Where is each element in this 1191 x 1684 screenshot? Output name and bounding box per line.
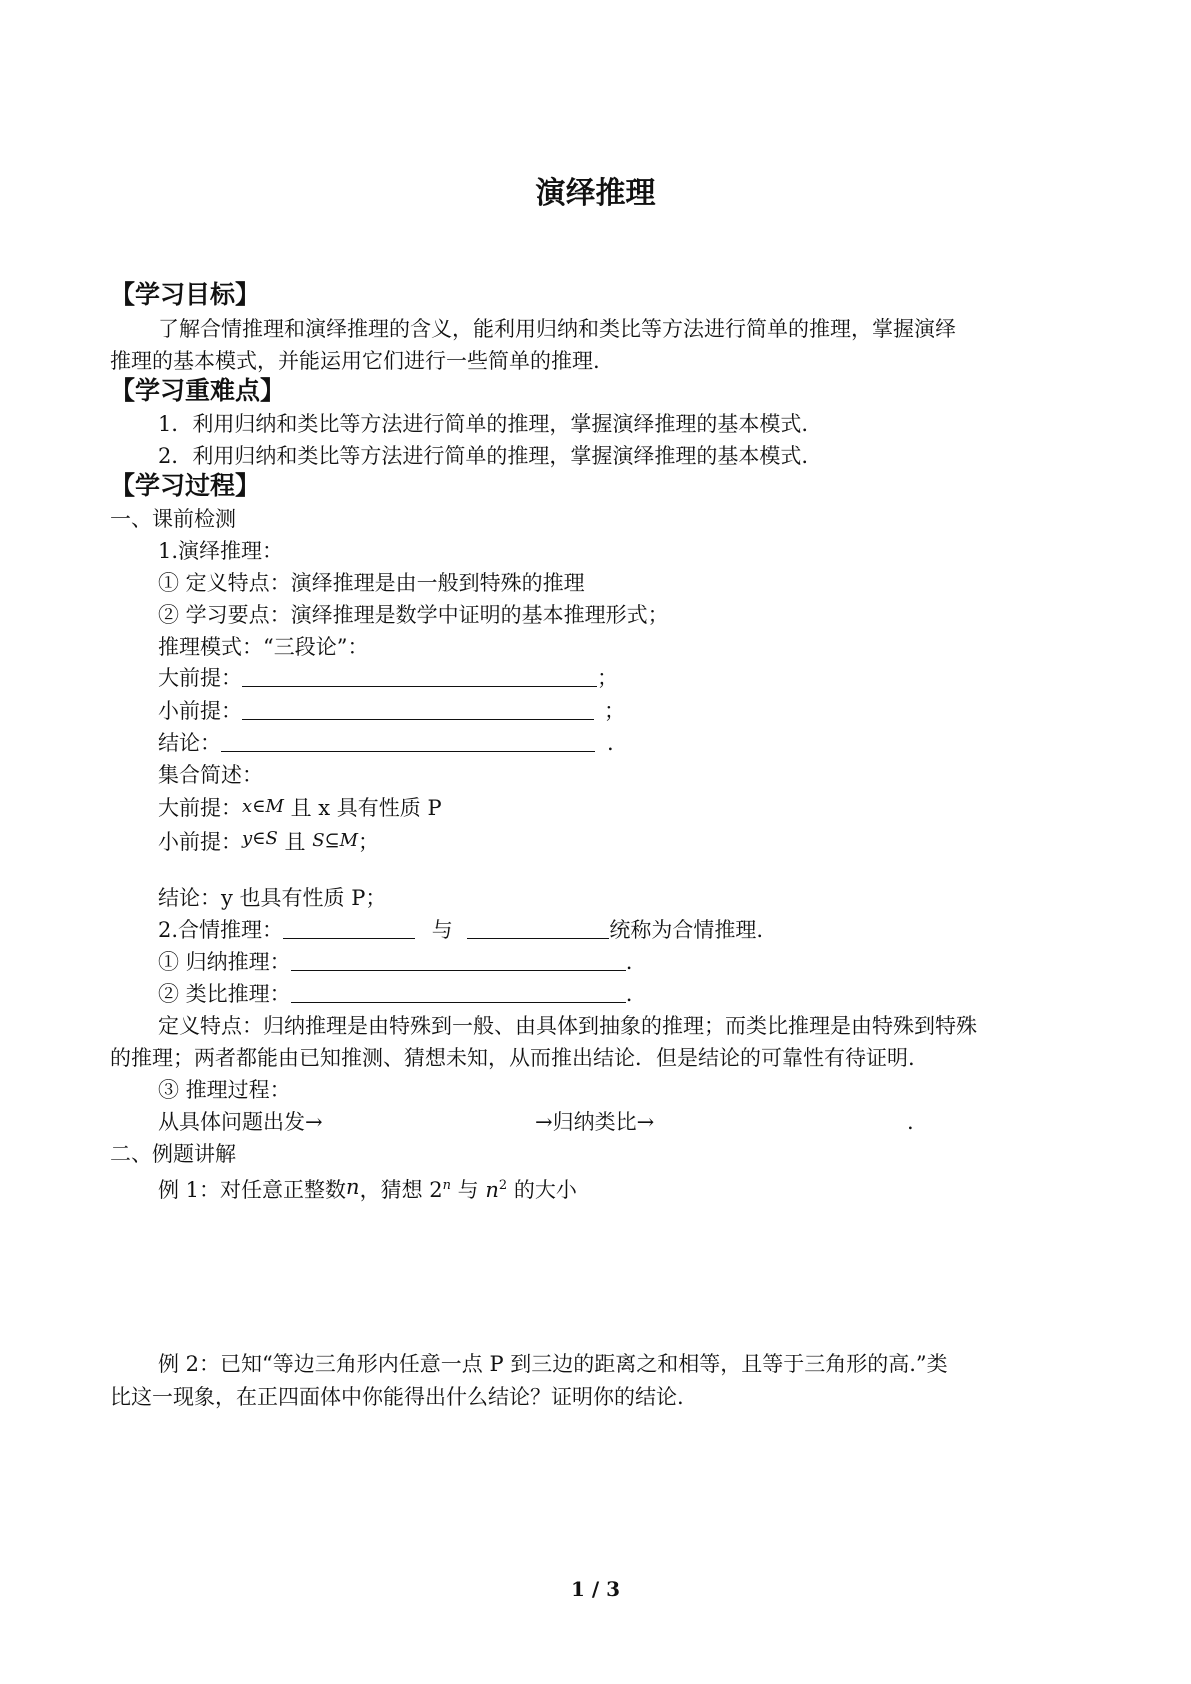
- part1-title: 一、课前检测: [110, 507, 236, 531]
- ex1-text-a: 例 1：对任意正整数: [158, 1178, 347, 1202]
- ex1-sup-2: 2: [498, 1178, 508, 1193]
- flow-middle: →归纳类比→: [535, 1110, 655, 1134]
- flow-end: .: [907, 1110, 914, 1134]
- minor-premise-label: 小前提：: [158, 699, 242, 723]
- conclusion-row: [158, 729, 614, 757]
- process-heading: 【学习过程】: [110, 471, 261, 500]
- plausible-blank-2[interactable]: [467, 918, 609, 939]
- set-minor-math-1: y∈S: [242, 828, 278, 849]
- example-2-line2: 比这一现象，在正四面体中你能得出什么结论？证明你的结论.: [110, 1385, 684, 1409]
- set-minor-row: [158, 825, 379, 856]
- ex1-sup-n: n: [442, 1178, 451, 1193]
- plausible-row: [158, 916, 763, 944]
- plausible-end: 统称为合情推理.: [609, 918, 764, 942]
- plausible-and: 与: [425, 918, 460, 942]
- set-conclusion: 结论：y 也具有性质 P；: [158, 886, 387, 910]
- ex1-n2: n: [485, 1178, 499, 1202]
- analogical-end: .: [625, 982, 633, 1006]
- key-point-item-1: 1．利用归纳和类比等方法进行简单的推理，掌握演绎推理的基本模式.: [158, 412, 809, 436]
- key-point-item-2: 2．利用归纳和类比等方法进行简单的推理，掌握演绎推理的基本模式.: [158, 444, 809, 468]
- conclusion-blank[interactable]: [221, 731, 595, 752]
- major-premise-blank[interactable]: [242, 666, 597, 687]
- part2-title: 二、例题讲解: [110, 1142, 236, 1166]
- set-major-rest: 且 x 具有性质 P: [283, 796, 442, 820]
- set-major-row: [158, 793, 442, 822]
- ex1-text-b: ，猜想 2: [359, 1178, 443, 1202]
- page-number: 1 / 3: [570, 1577, 621, 1601]
- conclusion-label: 结论：: [158, 731, 221, 755]
- major-premise-row: [158, 664, 618, 692]
- set-description: 集合简述：: [158, 763, 263, 787]
- minor-premise-end: ；: [604, 699, 625, 723]
- analogical-blank[interactable]: [291, 982, 626, 1003]
- analogical-row: [158, 980, 632, 1008]
- inductive-label: ① 归纳推理：: [158, 950, 291, 974]
- goals-text-line1: 了解合情推理和演绎推理的含义，能利用归纳和类比等方法进行简单的推理，掌握演绎: [158, 317, 956, 341]
- def-feature: ① 定义特点：演绎推理是由一般到特殊的推理: [158, 571, 585, 595]
- example-2-line1: 例 2：已知“等边三角形内任意一点 P 到三边的距离之和相等，且等于三角形的高.”类: [158, 1352, 948, 1376]
- minor-premise-blank[interactable]: [242, 699, 594, 720]
- reasoning-mode: 推理模式：“三段论”：: [158, 635, 369, 659]
- def2-line1: 定义特点：归纳推理是由特殊到一般、由具体到抽象的推理；而类比推理是由特殊到特殊: [158, 1014, 977, 1038]
- goals-text-line2: 推理的基本模式，并能运用它们进行一些简单的推理.: [110, 349, 600, 373]
- def2-line2: 的推理；两者都能由已知推测、猜想未知，从而推出结论．但是结论的可靠性有待证明.: [110, 1046, 915, 1070]
- conclusion-end: .: [607, 731, 614, 755]
- analogical-label: ② 类比推理：: [158, 982, 291, 1006]
- minor-premise-row: [158, 697, 625, 725]
- set-minor-math-2: S⊆M: [312, 830, 359, 851]
- inductive-blank[interactable]: [291, 950, 626, 971]
- page-title: 演绎推理: [535, 176, 656, 211]
- major-premise-end: ；: [597, 666, 618, 690]
- key-points-heading: 【学习重难点】: [110, 376, 286, 405]
- plausible-blank-1[interactable]: [283, 918, 415, 939]
- inductive-row: [158, 948, 632, 976]
- ex1-text-c: 与: [451, 1178, 486, 1202]
- set-major-label: 大前提：: [158, 796, 242, 820]
- set-minor-end: ；: [358, 830, 380, 854]
- ex1-text-d: 的大小: [507, 1178, 577, 1202]
- study-point: ② 学习要点：演绎推理是数学中证明的基本推理形式；: [158, 603, 669, 627]
- inductive-end: .: [625, 950, 633, 974]
- major-premise-label: 大前提：: [158, 666, 242, 690]
- ex1-n: n: [346, 1175, 360, 1199]
- reasoning-process: ③ 推理过程：: [158, 1078, 291, 1102]
- goals-heading: 【学习目标】: [110, 280, 261, 309]
- set-minor-label: 小前提：: [158, 830, 242, 854]
- example-1: [158, 1172, 577, 1204]
- deductive-title: 1.演绎推理：: [158, 539, 284, 563]
- flow-start: 从具体问题出发→: [158, 1110, 323, 1134]
- plausible-label: 2.合情推理：: [158, 918, 284, 942]
- set-major-math: x∈M: [242, 796, 284, 817]
- set-minor-mid: 且: [277, 830, 313, 854]
